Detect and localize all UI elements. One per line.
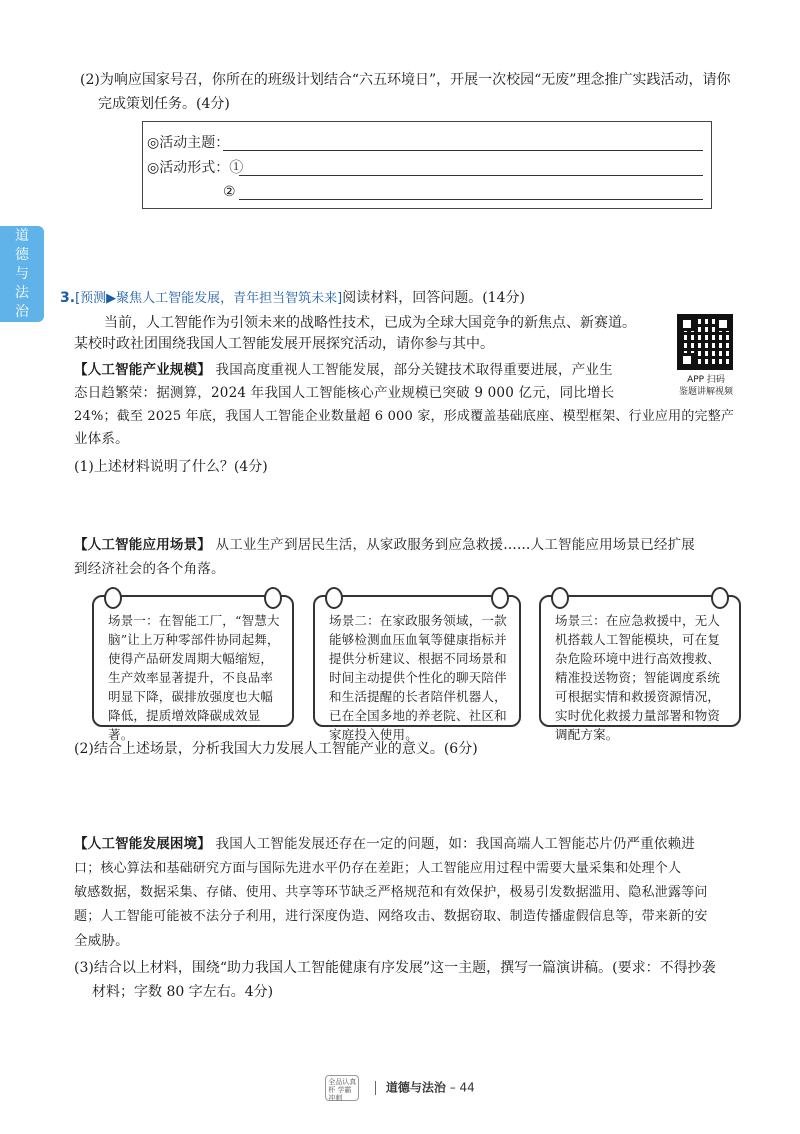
dilemma-text-line: 题；人工智能可能被不法分子利用，进行深度伪造、网络攻击、数据窃取、制造传播虚假信息等，带来新的安 <box>74 909 708 924</box>
binder-ring-icon <box>551 587 569 609</box>
dilemma-heading: 【人工智能发展困境】 <box>74 836 211 852</box>
q3-sub1: (1)上述材料说明了什么？(4分) <box>74 459 268 475</box>
activity-plan-box <box>142 121 712 209</box>
plan-form-item2-label: ② <box>223 184 236 200</box>
side-tab-char: 治 <box>15 303 29 320</box>
dilemma-text-line: 全威胁。 <box>74 933 129 949</box>
scenes-intro-line2: 到经济社会的各个角落。 <box>74 561 225 577</box>
footer-divider <box>375 1081 376 1095</box>
q3-topic-tag: [预测▶聚焦人工智能发展，青年担当智筑未来] <box>75 291 343 306</box>
footer-subject: 道德与法治 <box>385 1080 446 1095</box>
qr-caption-line2: 鉴题讲解视频 <box>678 387 733 397</box>
dilemma-material <box>74 833 764 857</box>
binder-ring-icon <box>264 587 282 609</box>
binder-ring-icon <box>491 587 509 609</box>
plan-form-answer-line-1[interactable] <box>239 175 703 176</box>
qr-finder-icon <box>716 317 730 331</box>
industry-material <box>74 359 674 382</box>
footer-page-number: – 44 <box>449 1080 475 1095</box>
binder-ring-icon <box>104 587 122 609</box>
q3-number: 3. <box>60 290 76 306</box>
q3-header <box>60 287 660 310</box>
publisher-logo-icon <box>325 1075 359 1101</box>
scene-card-2 <box>313 595 521 742</box>
scenes-intro-line1: 从工业生产到居民生活，从家政服务到应急救援……人工智能应用场景已经扩展 <box>215 537 695 553</box>
qr-caption-line1: APP 扫码 <box>687 375 725 385</box>
scene-card-1 <box>92 595 294 742</box>
page-footer <box>0 1075 800 1101</box>
side-tab-char: 与 <box>15 265 29 282</box>
scene-3-text: 场景三：在应急救援中，无人机搭载人工智能模块，可在复杂危险环境中进行高效搜救、精准投送物资；智能调度系统可根据实情和救援资源情况，实时优化救援力量部署和物资调配方案。 <box>555 613 721 742</box>
plan-form-answer-line-2[interactable] <box>239 199 703 200</box>
q3-para1-line2: 某校时政社团围绕我国人工智能发展开展探究活动，请你参与其中。 <box>74 336 494 352</box>
q2-prompt-line2: 完成策划任务。(4分) <box>98 96 230 112</box>
scenes-heading: 【人工智能应用场景】 <box>74 537 211 553</box>
q3-sub3-line2: 材料；字数 80 字左右。4分) <box>92 984 274 1000</box>
qr-code[interactable] <box>677 314 733 370</box>
side-tab-char: 法 <box>15 284 29 301</box>
binder-ring-icon <box>325 587 343 609</box>
plan-form-label: ◎活动形式：① <box>147 160 244 176</box>
q3-sub3-line1: (3)结合以上材料，围绕“助力我国人工智能健康有序发展”这一主题，撰写一篇演讲稿。(要求：不得抄袭 <box>74 960 716 976</box>
qr-finder-icon <box>680 353 694 367</box>
dilemma-text-line: 敏感数据，数据采集、存储、使用、共享等环节缺乏严格规范和有效保护，极易引发数据滥用、隐私泄露等问 <box>74 885 708 900</box>
q3-intro: 阅读材料，回答问题。(14分) <box>342 290 525 306</box>
side-tab-char: 德 <box>15 246 29 263</box>
subject-side-tab <box>0 226 44 322</box>
qr-caption <box>668 374 744 398</box>
q2-prompt-line1: (2)为响应国家号召，你所在的班级计划结合“六五环境日”，开展一次校园“无废”理念推广实践活动，请你 <box>80 72 731 88</box>
dilemma-text-line: 我国人工智能发展还存在一定的问题，如：我国高端人工智能芯片仍严重依赖进 <box>215 836 695 852</box>
q3-para1-line1: 当前，人工智能作为引领未来的战略性技术，已成为全球大国竞争的新焦点、新赛道。 <box>104 315 636 331</box>
publisher-logo-text: 全品认真杯 学霸冲刺 <box>328 1078 357 1102</box>
binder-ring-icon <box>711 587 729 609</box>
industry-text-line: 业体系。 <box>74 431 129 447</box>
side-tab-char: 道 <box>15 227 29 244</box>
industry-text-line: 24%；截至 2025 年底，我国人工智能企业数量超 6 000 家，形成覆盖基础底座、模型框架、行业应用的完整产 <box>74 409 735 424</box>
dilemma-text-line: 口；核心算法和基础研究方面与国际先进水平仍存在差距；人工智能应用过程中需要大量采集和处理个人 <box>74 861 682 876</box>
scene-2-text: 场景二：在家政服务领域，一款能够检测血压血氧等健康指标并提供分析建议、根据不同场景和时间主动提供个性化的聊天陪伴和生活提醒的长者陪伴机器人，已在全国多地的养老院、社区和家庭投入使用。 <box>329 613 507 742</box>
industry-heading: 【人工智能产业规模】 <box>74 362 211 378</box>
industry-text-line: 我国高度重视人工智能发展，部分关键技术取得重要进展，产业生 <box>215 362 613 378</box>
industry-text-line: 态日趋繁荣：据测算，2024 年我国人工智能核心产业规模已突破 9 000 亿元，同比增长 <box>74 385 615 401</box>
scene-1-text: 场景一：在智能工厂，“智慧大脑”让上万种零部件协同起舞，使得产品研发周期大幅缩短，生产效率显著提升，不良品率明显下降，碳排放强度也大幅降低，提质增效降碳成效显著。 <box>108 613 280 742</box>
scenes-intro <box>74 534 764 557</box>
plan-theme-answer-line[interactable] <box>223 150 703 151</box>
q3-sub2: (2)结合上述场景，分析我国大力发展人工智能产业的意义。(6分) <box>74 741 478 757</box>
scene-card-3 <box>539 595 741 742</box>
plan-theme-label: ◎活动主题： <box>147 135 230 151</box>
qr-finder-icon <box>680 317 694 331</box>
